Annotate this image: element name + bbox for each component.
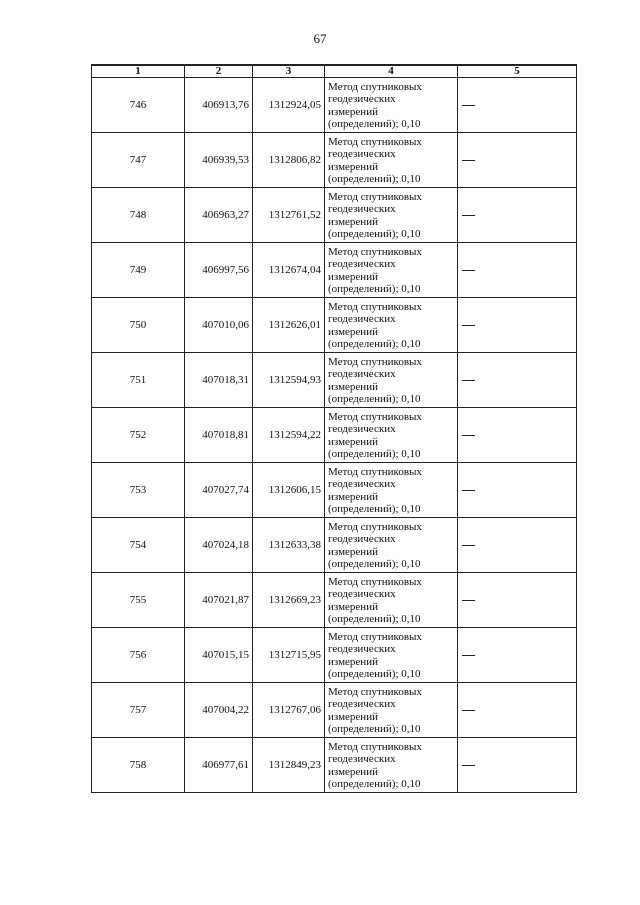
column-header-1: 1 [92, 65, 185, 78]
coordinate-x: 407004,22 [185, 683, 253, 738]
method-cell [325, 243, 458, 298]
note-cell [458, 408, 577, 463]
method-cell [325, 738, 458, 793]
table-row [92, 518, 577, 573]
coordinate-y: 1312626,01 [253, 298, 325, 353]
coordinate-x: 406977,61 [185, 738, 253, 793]
dash-mark [462, 710, 475, 711]
method-text: Метод спутниковых геодезических измерений (определений); 0,10 [328, 685, 422, 735]
table-row [92, 243, 577, 298]
coordinate-x: 407021,87 [185, 573, 253, 628]
table-row [92, 683, 577, 738]
point-number: 756 [92, 628, 185, 683]
note-cell [458, 573, 577, 628]
coordinate-y: 1312924,05 [253, 78, 325, 133]
method-cell [325, 628, 458, 683]
method-text: Метод спутниковых геодезических измерений (определений); 0,10 [328, 135, 422, 185]
table-row [92, 188, 577, 243]
dash-mark [462, 490, 475, 491]
method-text: Метод спутниковых геодезических измерений (определений); 0,10 [328, 575, 422, 625]
table-row [92, 298, 577, 353]
point-number: 749 [92, 243, 185, 298]
note-cell [458, 298, 577, 353]
dash-mark [462, 270, 475, 271]
dash-mark [462, 215, 475, 216]
dash-mark [462, 435, 475, 436]
coordinate-x: 406913,76 [185, 78, 253, 133]
method-text: Метод спутниковых геодезических измерений (определений); 0,10 [328, 300, 422, 350]
method-cell [325, 78, 458, 133]
column-header-4: 4 [325, 65, 458, 78]
note-cell [458, 738, 577, 793]
coordinate-x: 407018,81 [185, 408, 253, 463]
page-number: 67 [313, 31, 327, 46]
coordinate-y: 1312715,95 [253, 628, 325, 683]
header-row [92, 65, 577, 78]
note-cell [458, 518, 577, 573]
note-cell [458, 243, 577, 298]
note-cell [458, 628, 577, 683]
coordinate-x: 406939,53 [185, 133, 253, 188]
note-cell [458, 683, 577, 738]
table-row [92, 353, 577, 408]
dash-mark [462, 600, 475, 601]
method-cell [325, 298, 458, 353]
method-cell [325, 408, 458, 463]
table-row [92, 628, 577, 683]
table-header [92, 65, 577, 78]
table-row [92, 463, 577, 518]
method-text: Метод спутниковых геодезических измерений (определений); 0,10 [328, 465, 422, 515]
dash-mark [462, 380, 475, 381]
coordinate-x: 407010,06 [185, 298, 253, 353]
coordinate-y: 1312633,38 [253, 518, 325, 573]
method-text: Метод спутниковых геодезических измерений (определений); 0,10 [328, 410, 422, 460]
dash-mark [462, 325, 475, 326]
coordinate-x: 406963,27 [185, 188, 253, 243]
table-row [92, 408, 577, 463]
method-cell [325, 463, 458, 518]
coordinates-table [91, 64, 577, 793]
point-number: 750 [92, 298, 185, 353]
method-text: Метод спутниковых геодезических измерений (определений); 0,10 [328, 80, 422, 130]
table-row [92, 738, 577, 793]
note-cell [458, 353, 577, 408]
method-text: Метод спутниковых геодезических измерений (определений); 0,10 [328, 630, 422, 680]
point-number: 758 [92, 738, 185, 793]
column-header-5: 5 [458, 65, 577, 78]
method-cell [325, 353, 458, 408]
method-text: Метод спутниковых геодезических измерений (определений); 0,10 [328, 245, 422, 295]
point-number: 746 [92, 78, 185, 133]
coordinate-x: 407027,74 [185, 463, 253, 518]
coordinate-y: 1312806,82 [253, 133, 325, 188]
method-text: Метод спутниковых геодезических измерений (определений); 0,10 [328, 190, 422, 240]
column-header-3: 3 [253, 65, 325, 78]
coordinate-y: 1312674,04 [253, 243, 325, 298]
dash-mark [462, 545, 475, 546]
point-number: 757 [92, 683, 185, 738]
dash-mark [462, 160, 475, 161]
table-body [92, 78, 577, 793]
table-row [92, 573, 577, 628]
method-text: Метод спутниковых геодезических измерений (определений); 0,10 [328, 520, 422, 570]
coordinate-x: 407024,18 [185, 518, 253, 573]
method-cell [325, 188, 458, 243]
coordinate-x: 406997,56 [185, 243, 253, 298]
point-number: 754 [92, 518, 185, 573]
point-number: 748 [92, 188, 185, 243]
note-cell [458, 78, 577, 133]
coordinate-x: 407018,31 [185, 353, 253, 408]
method-cell [325, 573, 458, 628]
point-number: 747 [92, 133, 185, 188]
coordinate-y: 1312767,06 [253, 683, 325, 738]
coordinate-y: 1312594,93 [253, 353, 325, 408]
dash-mark [462, 765, 475, 766]
coordinate-y: 1312594,22 [253, 408, 325, 463]
point-number: 755 [92, 573, 185, 628]
table-row [92, 133, 577, 188]
dash-mark [462, 655, 475, 656]
coordinate-y: 1312849,23 [253, 738, 325, 793]
column-header-2: 2 [185, 65, 253, 78]
method-cell [325, 133, 458, 188]
method-text: Метод спутниковых геодезических измерений (определений); 0,10 [328, 355, 422, 405]
method-cell [325, 518, 458, 573]
note-cell [458, 188, 577, 243]
note-cell [458, 133, 577, 188]
coordinate-y: 1312669,23 [253, 573, 325, 628]
coordinate-y: 1312606,15 [253, 463, 325, 518]
method-cell [325, 683, 458, 738]
point-number: 752 [92, 408, 185, 463]
table-row [92, 78, 577, 133]
coordinate-y: 1312761,52 [253, 188, 325, 243]
dash-mark [462, 105, 475, 106]
coordinate-x: 407015,15 [185, 628, 253, 683]
method-text: Метод спутниковых геодезических измерений (определений); 0,10 [328, 740, 422, 790]
note-cell [458, 463, 577, 518]
point-number: 751 [92, 353, 185, 408]
point-number: 753 [92, 463, 185, 518]
